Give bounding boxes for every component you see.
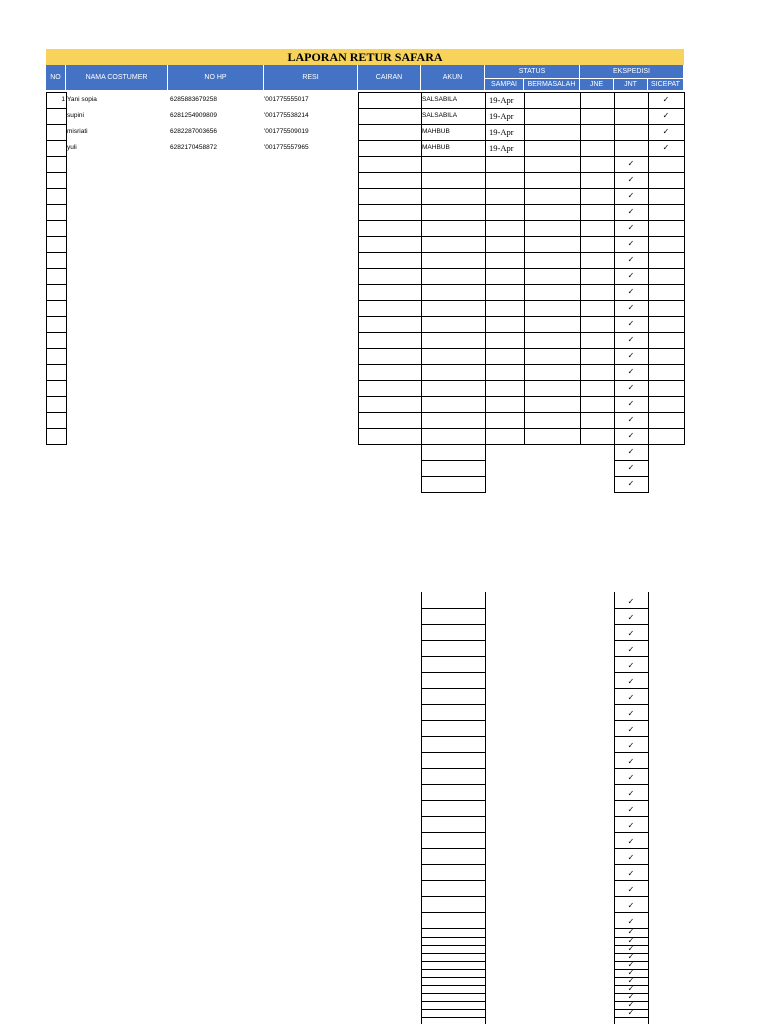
- header-resi: RESI: [264, 65, 358, 90]
- grid-line: [421, 736, 486, 737]
- check-icon: ✓: [627, 917, 635, 926]
- check-icon: ✓: [627, 629, 635, 638]
- header-divider: [485, 78, 684, 79]
- check-icon: ✓: [627, 805, 635, 814]
- check-icon: ✓: [627, 725, 635, 734]
- check-icon: ✓: [627, 597, 635, 606]
- grid-line: [614, 704, 649, 705]
- grid-line: [421, 848, 486, 849]
- check-icon: ✓: [627, 351, 635, 360]
- grid-line: [421, 937, 486, 938]
- check-icon: ✓: [627, 319, 635, 328]
- grid-line: [46, 300, 67, 301]
- check-icon: ✓: [627, 271, 635, 280]
- grid-line: [421, 1009, 486, 1010]
- header-cairan: CAIRAN: [358, 65, 421, 90]
- grid-line: [46, 444, 67, 445]
- check-icon: ✓: [627, 677, 635, 686]
- grid-line: [421, 912, 486, 913]
- grid-line: [485, 592, 486, 1024]
- row-no: 1: [61, 96, 65, 103]
- grid-line: [358, 220, 685, 221]
- grid-line: [358, 188, 685, 189]
- grid-line: [614, 460, 649, 461]
- grid-line: [421, 1001, 486, 1002]
- check-icon: ✓: [627, 960, 635, 969]
- header-akun: AKUN: [421, 65, 485, 90]
- grid-line: [46, 428, 67, 429]
- grid-line: [46, 92, 47, 445]
- grid-line: [614, 608, 649, 609]
- grid-line: [614, 720, 649, 721]
- grid-line: [358, 156, 685, 157]
- check-icon: ✓: [662, 95, 670, 104]
- row-sampai: 19-Apr: [489, 143, 514, 153]
- row-no-hp: 6281254909809: [170, 112, 217, 119]
- grid-line: [421, 977, 486, 978]
- grid-line: [46, 108, 67, 109]
- check-icon: ✓: [627, 303, 635, 312]
- grid-line: [614, 476, 649, 477]
- grid-line: [358, 252, 685, 253]
- header-no: NO: [46, 65, 66, 90]
- grid-line: [358, 412, 685, 413]
- grid-line: [46, 124, 67, 125]
- grid-line: [614, 444, 615, 493]
- grid-line: [46, 156, 67, 157]
- row-no-hp: 6282287003656: [170, 128, 217, 135]
- grid-line: [46, 220, 67, 221]
- grid-line: [358, 348, 685, 349]
- grid-line: [46, 172, 67, 173]
- check-icon: ✓: [627, 175, 635, 184]
- grid-line: [421, 880, 486, 881]
- grid-line: [421, 969, 486, 970]
- grid-line: [421, 688, 486, 689]
- check-icon: ✓: [627, 191, 635, 200]
- grid-line: [421, 961, 486, 962]
- grid-line: [358, 380, 685, 381]
- check-icon: ✓: [627, 383, 635, 392]
- grid-line: [421, 672, 486, 673]
- row-akun: SALSABILA: [422, 96, 458, 103]
- grid-line: [358, 396, 685, 397]
- grid-line: [46, 140, 67, 141]
- grid-line: [46, 332, 67, 333]
- grid-line: [421, 993, 486, 994]
- check-icon: ✓: [627, 992, 635, 1001]
- check-icon: ✓: [627, 645, 635, 654]
- grid-line: [524, 92, 525, 445]
- grid-line: [614, 800, 649, 801]
- check-icon: ✓: [627, 927, 635, 936]
- row-akun: MAHBUB: [422, 128, 450, 135]
- check-icon: ✓: [627, 944, 635, 953]
- grid-line: [614, 592, 615, 1024]
- check-icon: ✓: [627, 936, 635, 945]
- check-icon: ✓: [627, 789, 635, 798]
- grid-line: [358, 332, 685, 333]
- check-icon: ✓: [627, 901, 635, 910]
- row-resi: '001775538214: [264, 112, 309, 119]
- grid-line: [421, 768, 486, 769]
- grid-line: [421, 945, 486, 946]
- grid-line: [46, 412, 67, 413]
- grid-line: [421, 656, 486, 657]
- grid-line: [614, 736, 649, 737]
- check-icon: ✓: [627, 952, 635, 961]
- grid-line: [614, 492, 649, 493]
- grid-line: [421, 1017, 486, 1018]
- check-icon: ✓: [627, 431, 635, 440]
- grid-line: [46, 284, 67, 285]
- grid-line: [614, 832, 649, 833]
- check-icon: ✓: [627, 984, 635, 993]
- check-icon: ✓: [627, 159, 635, 168]
- grid-line: [421, 832, 486, 833]
- grid-line: [46, 364, 67, 365]
- check-icon: ✓: [627, 335, 635, 344]
- grid-line: [358, 428, 685, 429]
- check-icon: ✓: [662, 127, 670, 136]
- row-resi: '001775555017: [264, 96, 309, 103]
- check-icon: ✓: [627, 1000, 635, 1009]
- check-icon: ✓: [627, 287, 635, 296]
- grid-line: [46, 268, 67, 269]
- row-akun: MAHBUB: [422, 144, 450, 151]
- grid-line: [648, 444, 649, 493]
- grid-line: [421, 640, 486, 641]
- header-jne: JNE: [580, 78, 614, 90]
- grid-line: [614, 912, 649, 913]
- check-icon: ✓: [627, 479, 635, 488]
- grid-line: [614, 896, 649, 897]
- check-icon: ✓: [627, 741, 635, 750]
- grid-line: [421, 720, 486, 721]
- check-icon: ✓: [627, 837, 635, 846]
- check-icon: ✓: [627, 976, 635, 985]
- check-icon: ✓: [627, 773, 635, 782]
- check-icon: ✓: [627, 709, 635, 718]
- grid-line: [358, 92, 359, 445]
- grid-line: [421, 985, 486, 986]
- row-resi: '001775557965: [264, 144, 309, 151]
- row-no-hp: 6285883679258: [170, 96, 217, 103]
- grid-line: [614, 752, 649, 753]
- check-icon: ✓: [627, 239, 635, 248]
- grid-line: [358, 172, 685, 173]
- check-icon: ✓: [627, 255, 635, 264]
- grid-line: [614, 92, 615, 445]
- row-sampai: 19-Apr: [489, 95, 514, 105]
- header-sampai: SAMPAI: [485, 78, 524, 90]
- grid-line: [421, 800, 486, 801]
- grid-line: [485, 92, 486, 445]
- report-title: LAPORAN RETUR SAFARA: [46, 49, 684, 65]
- grid-line: [421, 864, 486, 865]
- grid-line: [421, 592, 422, 1024]
- check-icon: ✓: [662, 143, 670, 152]
- check-icon: ✓: [627, 415, 635, 424]
- grid-line: [421, 624, 486, 625]
- grid-line: [485, 444, 486, 493]
- grid-line: [358, 316, 685, 317]
- grid-line: [46, 204, 67, 205]
- grid-line: [358, 236, 685, 237]
- row-akun: SALSABILA: [422, 112, 458, 119]
- grid-line: [421, 492, 486, 493]
- grid-line: [648, 592, 649, 1024]
- grid-line: [421, 704, 486, 705]
- grid-line: [614, 848, 649, 849]
- check-icon: ✓: [627, 661, 635, 670]
- grid-line: [358, 124, 685, 125]
- grid-line: [358, 364, 685, 365]
- grid-line: [46, 188, 67, 189]
- header-sicepat: SICEPAT: [648, 78, 684, 90]
- header-nama-costumer: NAMA COSTUMER: [66, 65, 168, 90]
- check-icon: ✓: [627, 885, 635, 894]
- check-icon: ✓: [627, 463, 635, 472]
- grid-line: [614, 864, 649, 865]
- grid-line: [46, 236, 67, 237]
- row-nama-costumer: Yani sopia: [67, 96, 97, 103]
- grid-line: [614, 656, 649, 657]
- grid-line: [421, 476, 486, 477]
- grid-line: [46, 92, 67, 93]
- check-icon: ✓: [627, 399, 635, 408]
- grid-line: [614, 880, 649, 881]
- grid-line: [46, 252, 67, 253]
- row-sampai: 19-Apr: [489, 127, 514, 137]
- check-icon: ✓: [627, 367, 635, 376]
- check-icon: ✓: [627, 693, 635, 702]
- grid-line: [614, 672, 649, 673]
- grid-line: [358, 92, 685, 93]
- grid-line: [580, 92, 581, 445]
- grid-line: [614, 624, 649, 625]
- row-nama-costumer: supini: [67, 112, 84, 119]
- grid-line: [358, 300, 685, 301]
- header-jnt: JNT: [614, 78, 648, 90]
- grid-line: [614, 688, 649, 689]
- check-icon: ✓: [627, 207, 635, 216]
- row-nama-costumer: misriati: [67, 128, 88, 135]
- grid-line: [421, 608, 486, 609]
- check-icon: ✓: [627, 821, 635, 830]
- grid-line: [614, 816, 649, 817]
- grid-line: [421, 896, 486, 897]
- grid-line: [421, 953, 486, 954]
- grid-line: [421, 816, 486, 817]
- header-no-hp: NO HP: [168, 65, 264, 90]
- check-icon: ✓: [627, 968, 635, 977]
- header-bermasalah: BERMASALAH: [524, 78, 580, 90]
- check-icon: ✓: [627, 869, 635, 878]
- grid-line: [421, 752, 486, 753]
- header-status: STATUS: [485, 65, 580, 78]
- grid-line: [358, 284, 685, 285]
- row-sampai: 19-Apr: [489, 111, 514, 121]
- check-icon: ✓: [627, 1008, 635, 1017]
- grid-line: [684, 92, 685, 445]
- grid-line: [358, 204, 685, 205]
- check-icon: ✓: [627, 613, 635, 622]
- check-icon: ✓: [627, 757, 635, 766]
- check-icon: ✓: [662, 111, 670, 120]
- grid-line: [614, 768, 649, 769]
- grid-line: [421, 460, 486, 461]
- grid-line: [46, 316, 67, 317]
- header-ekspedisi: EKSPEDISI: [580, 65, 684, 78]
- grid-line: [421, 784, 486, 785]
- row-nama-costumer: yuli: [67, 144, 77, 151]
- row-no-hp: 6282170458872: [170, 144, 217, 151]
- grid-line: [614, 784, 649, 785]
- grid-line: [421, 444, 422, 493]
- grid-line: [358, 140, 685, 141]
- grid-line: [358, 444, 685, 445]
- grid-line: [358, 268, 685, 269]
- grid-line: [46, 396, 67, 397]
- check-icon: ✓: [627, 447, 635, 456]
- grid-line: [46, 380, 67, 381]
- grid-line: [421, 928, 486, 929]
- grid-line: [358, 108, 685, 109]
- row-resi: '001775509019: [264, 128, 309, 135]
- grid-line: [614, 640, 649, 641]
- check-icon: ✓: [627, 223, 635, 232]
- check-icon: ✓: [627, 853, 635, 862]
- grid-line: [46, 348, 67, 349]
- grid-line: [648, 92, 649, 445]
